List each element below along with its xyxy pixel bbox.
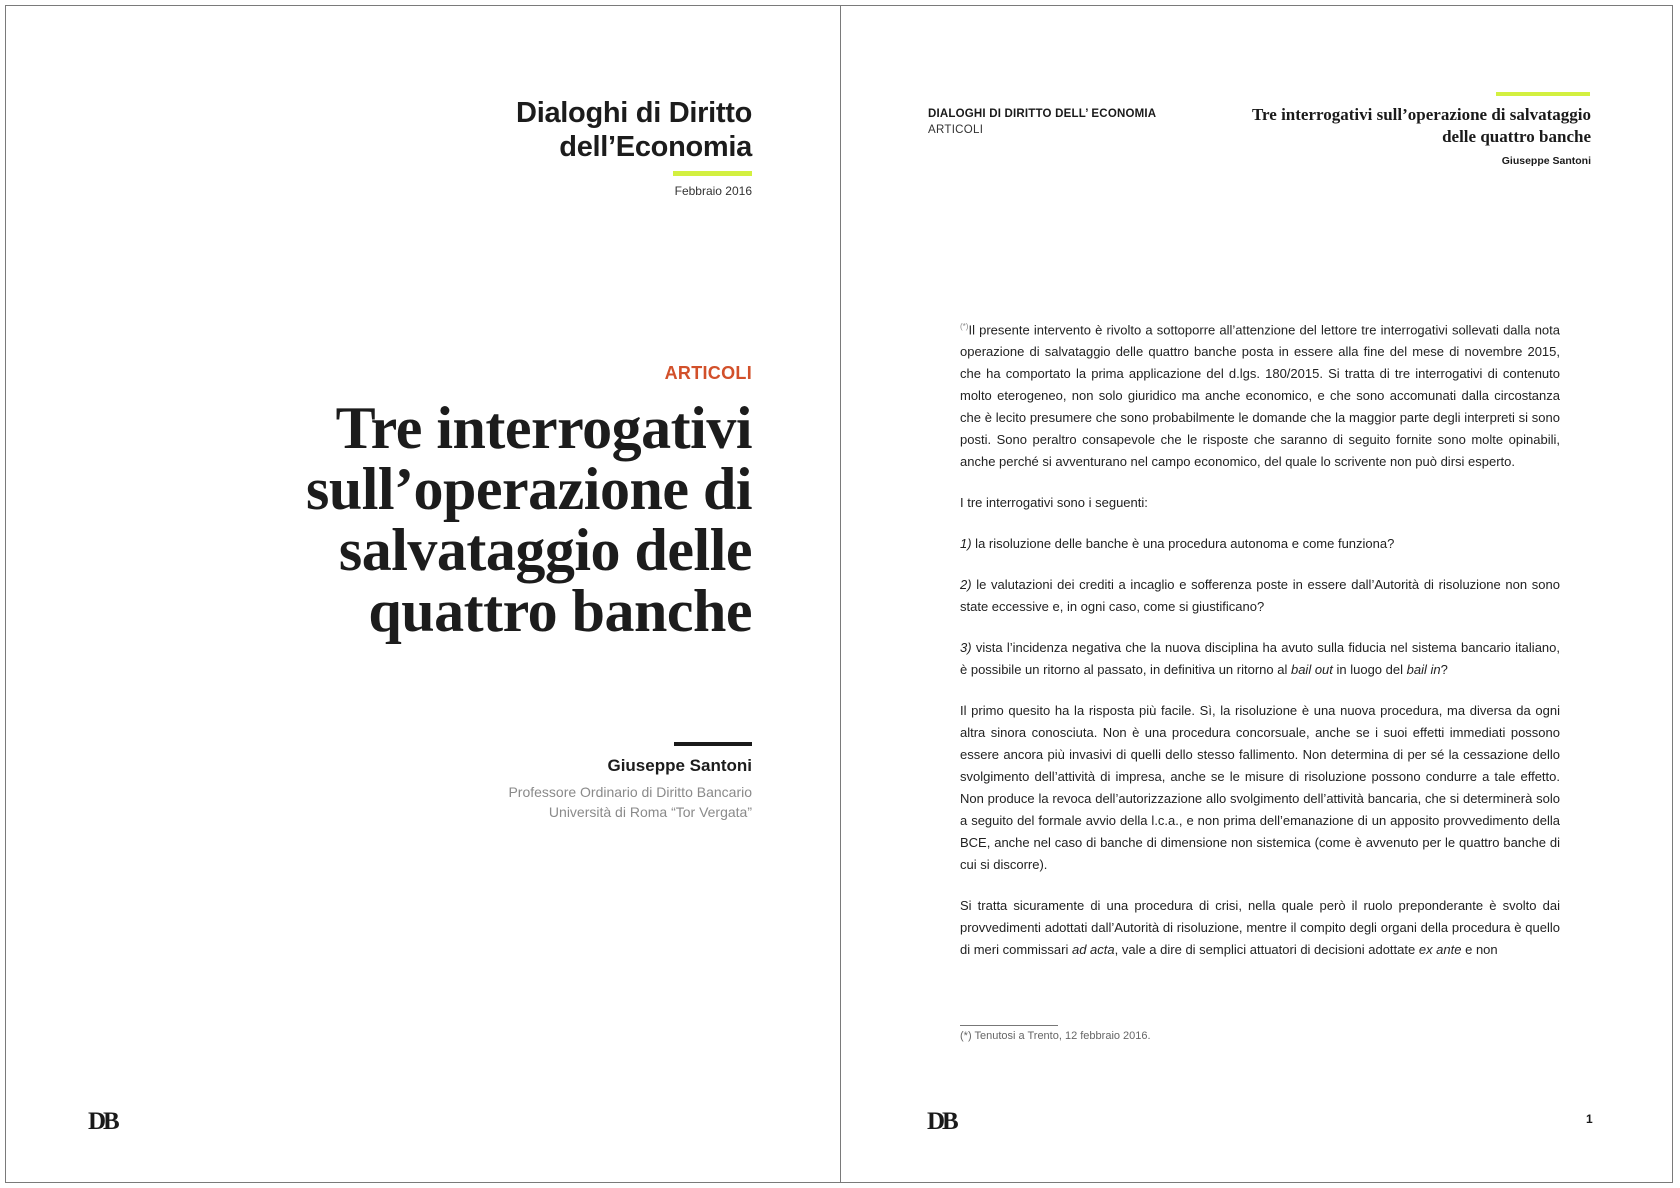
journal-title-line: dell’Economia xyxy=(559,131,752,163)
author-name: Giuseppe Santoni xyxy=(607,756,752,775)
author-role-line: Università di Roma “Tor Vergata” xyxy=(548,804,752,820)
author-affiliation xyxy=(392,782,752,822)
db-logo: DB xyxy=(927,1108,956,1135)
journal-title-line: Dialoghi di Diritto xyxy=(516,97,752,129)
paragraph: I tre interrogativi sono i seguenti: xyxy=(960,495,1148,511)
paragraph: (*)Il presente intervento è rivolto a sottoporre all’attenzione del lettore tre interrogativi sollevati dalla nota operazione di salvataggio delle quattro banche posta in essere alla fine del mese di novembre 2015, che ha comportato la prima applicazione del d.lgs. 180/2015. Si tratta di tre interrogativi di contenuto molto eterogeneo, non solo giuridico ma anche economico, e che sono accomunati dalla circostanza che è lecito presumere che sono probabilmente le domande che la maggior parte degli interpreti si sono posti. Sono peraltro consapevole che le risposte che saranno di seguito fornite sono molte opinabili, anche perché si avventurano nel campo economico, del quale lo scrivente non può dirsi esperto. xyxy=(960,322,1560,470)
running-title-line: delle quattro banche xyxy=(1442,127,1591,146)
question-1: 1) la risoluzione delle banche è una procedura autonoma e come funziona? xyxy=(960,536,1395,552)
question-3: 3) vista l’incidenza negativa che la nuova disciplina ha avuto sulla fiducia nel sistema bancario italiano, è possibile un ritorno al passato, in definitiva un ritorno al bail out in luogo del bail in? xyxy=(960,640,1560,678)
issue-date: Febbraio 2016 xyxy=(674,184,752,198)
footnote-rule xyxy=(960,1025,1058,1026)
page-fold-divider xyxy=(840,5,841,1183)
article-title-line: salvataggio delle xyxy=(338,517,752,583)
author-role-line: Professore Ordinario di Diritto Bancario xyxy=(508,784,752,800)
article-title-line: quattro banche xyxy=(368,578,752,644)
paragraph: Il primo quesito ha la risposta più facile. Sì, la risoluzione è una nuova procedura, ma diversa da ogni altra sinora conosciuta. Non è una procedura concorsuale, anche se i suoi effetti immediati possono essere ancora più invasivi di quelli dello stesso fallimento. Non determina di per sé la cessazione dello svolgimento dell’attività di impresa, anche se le misure di risoluzione possono condurre a tale effetto. Non produce la revoca dell’autorizzazione allo svolgimento dell’attività bancaria, che si determinerà solo a seguito del formale avvio della l.c.a., e non prima dell’emanazione di un apposito provvedimento della BCE, anche nel caso di banche di dimensione non sistemica (come è avvenuto per le quattro banche di cui si discorre). xyxy=(960,703,1560,873)
section-label: ARTICOLI xyxy=(664,363,752,383)
paragraph: Si tratta sicuramente di una procedura di crisi, nella quale però il ruolo preponderante è svolto dai provvedimenti adottati dall’Autorità di risoluzione, mentre il compito degli organi della procedura è quello di meri commissari ad acta, vale a dire di semplici attuatori di decisioni adottate ex ante e non xyxy=(960,898,1560,958)
article-title-line: Tre interrogativi xyxy=(335,395,752,461)
footnote: (*) Tenutosi a Trento, 12 febbraio 2016. xyxy=(960,1030,1151,1042)
running-header-section: ARTICOLI xyxy=(928,124,984,136)
footnote-marker: (*) xyxy=(960,322,969,331)
accent-bar xyxy=(1496,92,1590,96)
article-title xyxy=(192,395,752,644)
author-divider xyxy=(674,742,752,746)
article-body xyxy=(960,316,1560,980)
running-header-author: Giuseppe Santoni xyxy=(1501,155,1591,167)
accent-bar xyxy=(673,171,752,176)
db-logo: DB xyxy=(88,1108,117,1135)
running-header-title xyxy=(1171,104,1591,148)
running-header-journal: DIALOGHI DI DIRITTO DELL’ ECONOMIA xyxy=(928,108,1157,120)
article-title-line: sull’operazione di xyxy=(305,456,752,522)
question-2: 2) le valutazioni dei crediti a incaglio e sofferenza poste in essere dall’Autorità di risoluzione non sono state eccessive e, in ogni caso, come si giustificano? xyxy=(960,577,1560,615)
running-title-line: Tre interrogativi sull’operazione di salvataggio xyxy=(1251,105,1591,124)
journal-title xyxy=(432,96,752,164)
page-number: 1 xyxy=(1586,1112,1593,1126)
